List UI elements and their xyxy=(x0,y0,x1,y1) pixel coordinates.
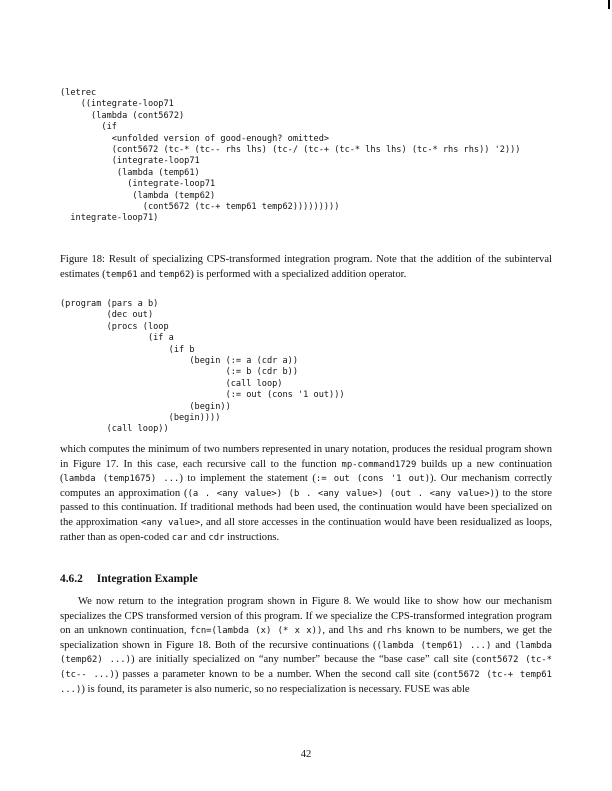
inline-code: := out (cons '1 out) xyxy=(315,474,431,485)
inline-code: temp62 xyxy=(158,269,191,280)
code-line: (letrec xyxy=(60,88,97,98)
inline-code: (a . <any value>) (b . <any value>) (out . <any value>) xyxy=(187,488,496,499)
inline-code: rhs xyxy=(386,626,403,637)
text-run: builds up a new continuation ( xyxy=(60,458,553,485)
code-line: (integrate-loop71 xyxy=(60,156,200,167)
code-line: (integrate-loop71 xyxy=(60,179,216,190)
section-heading xyxy=(60,573,552,585)
text-run: ) to implement the statement ( xyxy=(179,473,316,485)
inline-code: <any value> xyxy=(140,517,201,528)
code-line: (lambda (cont5672) xyxy=(60,110,185,121)
code-line: (if xyxy=(60,122,117,133)
section-paragraph xyxy=(60,595,552,697)
code-line: (if b xyxy=(60,344,195,355)
code-line: (dec out) xyxy=(60,310,154,321)
code-line: (begin)))) xyxy=(60,413,221,424)
inline-code: temp61 xyxy=(105,269,138,280)
text-run: known to be numbers, we get the specialization shown in Figure 18. Both of the recursive continuations ( xyxy=(60,625,552,651)
code-line: (call loop)) xyxy=(60,424,169,435)
code-line: (begin (:= a (cdr a)) xyxy=(60,356,298,367)
inline-code: lambda (temp1675) ... xyxy=(63,474,180,485)
code-listing-figure-18 xyxy=(60,88,552,225)
text-run: and xyxy=(491,639,515,651)
code-listing-program xyxy=(60,299,552,436)
text-run: ) is performed with a specialized addition operator. xyxy=(190,268,407,280)
section-number: 4.6.2 xyxy=(60,573,83,585)
code-line: (program (pars a b) xyxy=(60,299,159,309)
text-run: , and xyxy=(322,625,348,637)
figure-caption xyxy=(60,253,552,282)
text-run: Figure 18: Result of specializing CPS-transformed integration program. Note that the addition of the subinterval estimates ( xyxy=(60,254,552,280)
code-line: <unfolded version of good-enough? omitted> xyxy=(60,133,330,144)
text-run: We now return to the integration program shown in Figure 8. We would like to show how our mechanism specializes the CPS transformed version of this program. If we specialize the CPS-transformed integration program on an unknown continuation, xyxy=(60,596,552,637)
code-line: (cont5672 (tc-* (tc-- rhs lhs) (tc-/ (tc-+ (tc-* lhs lhs) (tc-* rhs rhs)) '2))) xyxy=(60,145,521,156)
code-line: (call loop) xyxy=(60,378,283,389)
section-title: Integration Example xyxy=(96,573,198,585)
text-run: instructions. xyxy=(224,531,280,543)
code-line: integrate-loop71) xyxy=(60,213,159,224)
inline-code: (lambda (temp61) ...) xyxy=(376,640,492,651)
code-line: (lambda (temp61) xyxy=(60,167,200,178)
code-line: (cont5672 (tc-+ temp61 temp62))))))))) xyxy=(60,202,340,213)
text-run: and xyxy=(363,625,387,637)
scan-corner-mark xyxy=(608,0,610,9)
inline-code: (lambda (temp62) ...) xyxy=(60,640,552,666)
code-line: (:= out (cons '1 out))) xyxy=(60,390,345,401)
code-line: (lambda (temp62) xyxy=(60,190,216,201)
inline-code: cont5672 (tc-* (tc-- ...) xyxy=(60,655,552,680)
code-line: (procs (loop xyxy=(60,321,169,332)
text-run: , and all store accesses in the continuation would have been residualized as loops, rather than as open-coded xyxy=(60,516,552,543)
code-line: (:= b (cdr b)) xyxy=(60,367,298,378)
text-run: and xyxy=(137,268,159,280)
text-run: ) to the store passed to this continuation. If traditional methods had been used, the continuation would have been specialized on the approximation xyxy=(60,487,552,528)
inline-code: car xyxy=(171,532,188,543)
text-run: which computes the minimum of two numbers represented in unary notation, produces the residual program shown in Figure 17. In this case, each recursive call to the function xyxy=(60,444,552,470)
text-run: ). Our mechanism correctly computes an approximation ( xyxy=(60,473,552,499)
code-line: (if a xyxy=(60,333,174,344)
text-run: ) is found, its parameter is also numeric, so no respecialization is necessary. FUSE was able xyxy=(81,683,470,695)
body-paragraph xyxy=(60,443,552,545)
inline-code: cdr xyxy=(208,532,225,543)
inline-code: lhs xyxy=(347,626,364,637)
text-run: and xyxy=(187,531,209,543)
inline-code: mp-command1729 xyxy=(341,459,417,470)
code-line: (begin)) xyxy=(60,401,231,412)
inline-code: fcn=(lambda (x) (* x x)) xyxy=(190,626,323,637)
text-run: ) are initially specialized on “any number” because the “base case” call site ( xyxy=(130,654,476,666)
inline-code: cont5672 (tc-+ temp61 ...) xyxy=(60,669,552,695)
code-line: ((integrate-loop71 xyxy=(60,99,174,110)
text-run: ) passes a parameter known to be a number. When the second call site ( xyxy=(114,668,437,680)
page-number: 42 xyxy=(300,749,312,760)
